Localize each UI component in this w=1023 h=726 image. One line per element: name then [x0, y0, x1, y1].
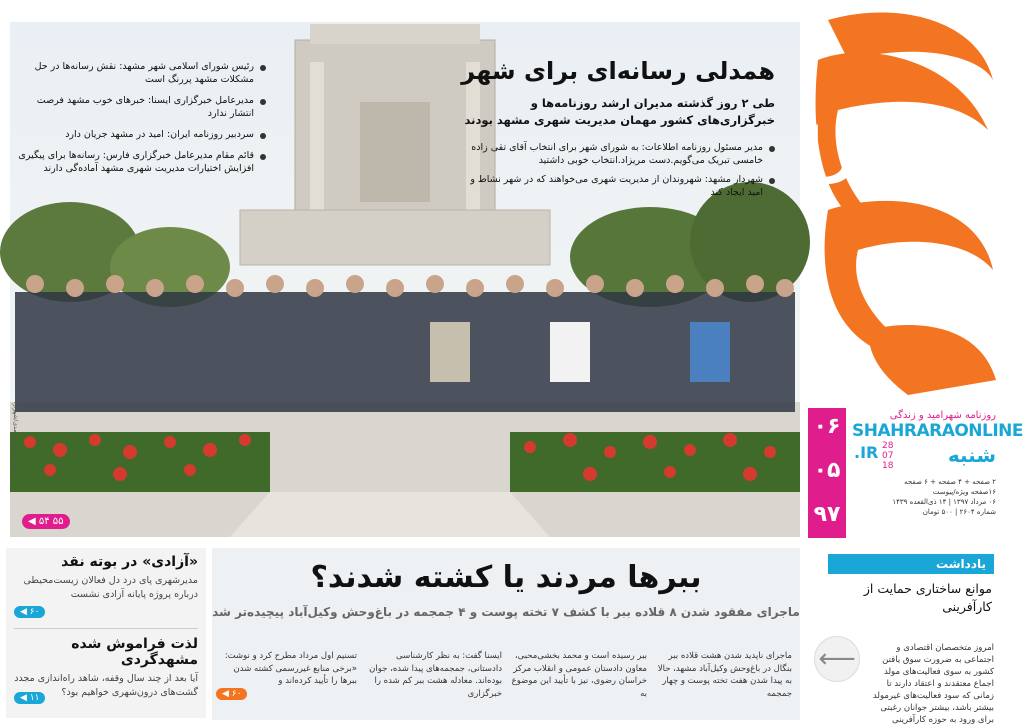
main-story — [212, 548, 800, 720]
photo-page-ref[interactable]: ◀ ۵۴ ۵۵ — [22, 514, 70, 529]
main-headline[interactable]: ببرها مردند یا کشته شدند؟ — [310, 560, 702, 595]
main-page-ref[interactable]: ◀ ۶۰ — [216, 688, 247, 700]
story2-page-ref[interactable]: ◀ ۱۱ — [14, 692, 45, 704]
info-line: شماره ۲۶۰۴ | ۵۰۰ تومان — [922, 508, 996, 516]
main-column-2: ببر رسیده است و محمد بخشی‌محبی، معاون دادستان عمومی و انقلاب مرکز خراسان رضوی، نیز با تأیید این موضوع به — [511, 651, 647, 699]
photo-headline-block — [455, 57, 775, 199]
date-month: ۰۵ — [813, 458, 841, 483]
story1-title[interactable]: «آزادی» در بوته نقد — [61, 554, 198, 570]
site-name[interactable]: SHAHRARAONLINE — [852, 421, 1023, 441]
arrow-left-icon: ◀ — [28, 516, 36, 527]
info-line: ۲ صفحه + ۴ صفحه + ۶ صفحه — [904, 478, 996, 486]
main-column-1: ماجرای ناپدید شدن هشت قلاده ببر بنگال در باغ‌وحش وکیل‌آباد مشهد، حالا به پیدا شدن هفت تخته پوست و چهار جمجمه — [657, 651, 792, 699]
group-photo — [10, 22, 800, 537]
photo-credit: عکس: حسین سرمدی/شهرآرا — [12, 402, 19, 477]
photo-subhead: طی ۲ روز گذشته مدیران ارشد روزنامه‌ها و خبرگزاری‌های کشور مهمان مدیریت شهری مشهد بودند — [464, 96, 775, 127]
masthead — [802, 0, 1014, 400]
logo-graphic — [802, 0, 1014, 400]
photo-item: مدیر مسئول روزنامه اطلاعات: به شورای شهر برای انتخاب آقای تقی زاده خامسی تبریک می‌گویم.دست مریزاد.انتخاب خوبی داشتید — [455, 141, 775, 167]
editorial — [808, 548, 1000, 725]
editorial-text: امروز متخصصان اقتصادی و اجتماعی به ضرورت سوق یافتن کشور به سوی فعالیت‌های مولد اجماع معتقدند و اعتقاد دارند تا زمانی که سود فعالیت‌های غیرمولد بیشتر باشد، بیشتر جوانان رغبتی برای ورود به حوزه کارآفرینی — [872, 643, 994, 725]
editorial-title[interactable]: موانع ساختاری حمایت از کارآفرینی — [863, 581, 992, 614]
greg-year: 18 — [882, 461, 894, 471]
story2-title[interactable]: لذت فراموش شده مشهدگردی — [71, 636, 198, 668]
arrow-left-icon: ◀ — [222, 689, 229, 699]
editorial-label: یادداشت — [828, 554, 994, 574]
photo-item: سردبیر روزنامه ایران: امید در مشهد جریان دارد — [16, 128, 266, 141]
left-column — [6, 548, 206, 718]
date-year: ۹۷ — [813, 502, 841, 527]
arrow-left-icon: ◀ — [20, 607, 27, 617]
photo-item: شهردار مشهد: شهروندان از مدیریت شهری می‌خواهند که در شهر نشاط و امید ایجاد کند — [455, 173, 775, 199]
date-number-column — [808, 408, 846, 538]
photo-item: قائم مقام مدیرعامل خبرگزاری فارس: رسانه‌ها برای پیگیری افزایش اختیارات مدیریت شهری مشهد آماده‌گی دارند — [16, 149, 266, 175]
date-strip — [808, 408, 1023, 538]
photo-headline[interactable]: همدلی رسانه‌ای برای شهر — [461, 57, 775, 85]
story1-text: مدیرشهری پای درد دل فعالان زیست‌محیطی درباره پروژه پایانه آزادی نشست — [23, 575, 198, 600]
date-day: ۰۶ — [813, 414, 841, 439]
info-line: ۱۶صفحه ویژه/پیوست — [932, 488, 996, 496]
date-info — [850, 408, 1023, 538]
arrow-left-icon: ◀ — [20, 693, 27, 703]
main-column-4: تسنیم اول مرداد مطرح کرد و نوشت: «برخی منابع غیررسمی کشته شدن ببرها را تأیید کرده‌اند و — [224, 651, 357, 686]
weekday: شنبه — [947, 443, 996, 467]
logo-text: شهرآرا — [802, 115, 1014, 185]
photo-left-items — [16, 60, 266, 175]
greg-day: 28 — [882, 441, 894, 451]
info-line: ۰۶ مرداد ۱۳۹۷ | ۱۴ ذی‌القعده ۱۴۳۹ — [892, 498, 996, 506]
greg-month: 07 — [882, 451, 894, 461]
divider — [14, 628, 198, 629]
story1-page-ref[interactable]: ◀ ۶۰ — [14, 606, 45, 618]
photo-item: مدیرعامل خبرگزاری ایسنا: خبرهای خوب مشهد فرصت انتشار ندارد — [16, 94, 266, 120]
photo-item: رئیس شورای اسلامی شهر مشهد: نقش رسانه‌ها در حل مشکلات مشهد پررنگ است — [16, 60, 266, 86]
main-subhead: ماجرای مفقود شدن ۸ قلاده ببر با کشف ۷ تخته پوست و ۴ جمجمه در باغ‌وحش وکیل‌آباد پیچیده‌تر شد — [212, 605, 800, 619]
site-tld: .IR — [854, 443, 879, 462]
main-column-3: ایسنا گفت: به نظر کارشناسی دادستانی، جمجمه‌های پیدا شده، جوان بوده‌اند. معادله هشت ببر کم شده را خبرگزاری — [369, 651, 502, 699]
story2-text: آیا بعد از چند سال وقفه، شاهد راه‌اندازی مجدد گشت‌های درون‌شهری خواهیم بود؟ — [14, 673, 198, 698]
slogan: روزنامه شهرامید و زندگی — [889, 410, 996, 421]
arrow-left-icon[interactable]: ⟵ — [814, 636, 860, 682]
